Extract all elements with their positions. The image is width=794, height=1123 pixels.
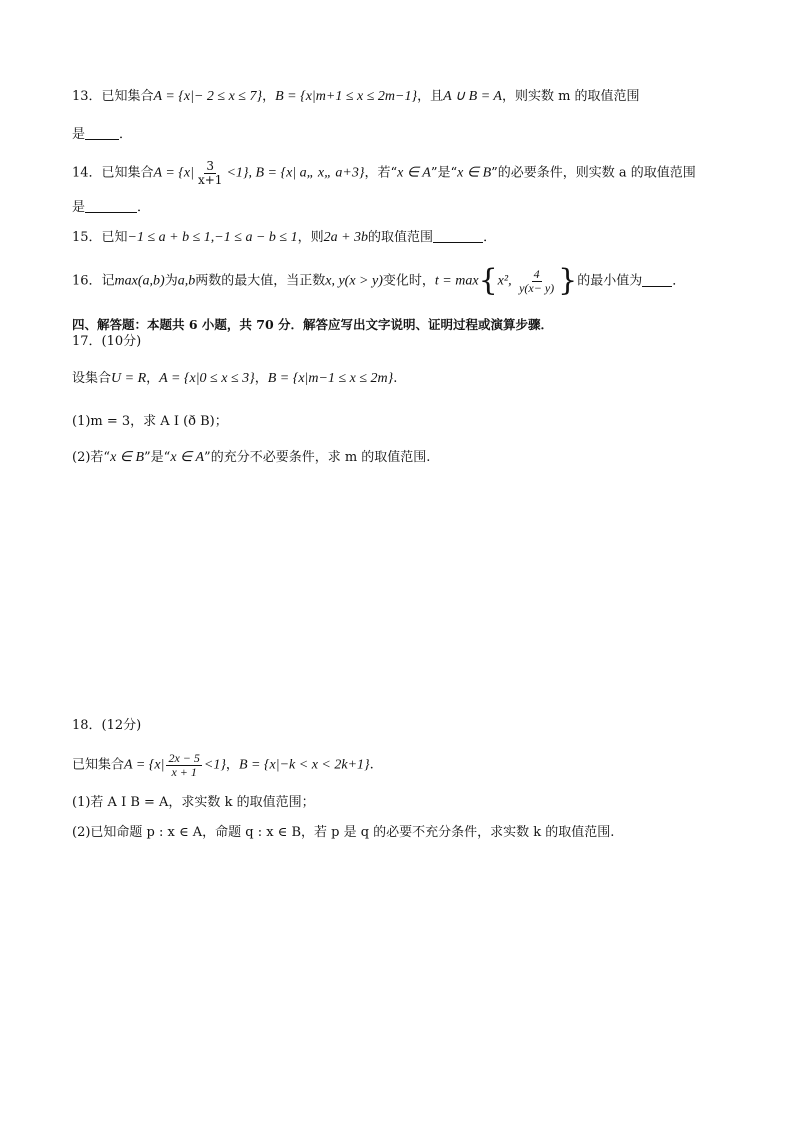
q18-frac-den: x + 1: [171, 764, 197, 779]
q18-part-1: (1)若 A I B = A，求实数 k 的取值范围；: [72, 795, 315, 810]
q17-set-b: B = {x|m−1 ≤ x ≤ 2m}: [267, 371, 394, 386]
q13-comma: ，: [262, 89, 276, 104]
q17-part-2: [72, 451, 430, 465]
q16-mid1: 为: [164, 273, 178, 289]
q15-condition: −1 ≤ a + b ≤ 1,−1 ≤ a − b ≤ 1: [127, 230, 298, 245]
q18-intro-lead: 已知集合: [72, 757, 125, 773]
q18-part-2: (2)已知命题 p : x ∈ A，命题 q : x ∈ B，若 p 是 q 的必要不充分条件，求实数 k 的取值范围.: [72, 825, 615, 840]
q14-tail: ”的必要条件，则实数 a 的取值范围: [491, 165, 696, 181]
q16-lead: 16．记: [72, 273, 115, 289]
q15-lead: 15．已知: [72, 230, 128, 245]
q14-cond-1: x ∈ A: [397, 165, 431, 181]
q18-set-a-pre: A = {x|: [124, 757, 165, 773]
q14-answer-blank: [85, 200, 137, 213]
q16-frac-num: 4: [533, 266, 540, 281]
q16-mid2: 两数的最大值，当正数: [195, 273, 326, 289]
q16-frac-den: y(x− y): [519, 280, 555, 295]
q17-p2-tail: ”的充分不必要条件，求 m 的取值范围.: [204, 450, 431, 465]
q17-p2-mid: ”是“: [144, 450, 171, 465]
question-14: [72, 160, 696, 186]
q15-tail: 的取值范围: [368, 230, 434, 245]
q15-expression: 2a + 3b: [323, 230, 369, 245]
q14-frac-den: x+1: [197, 172, 223, 187]
q15-answer-blank: [433, 230, 483, 243]
q16-tail: 的最小值为: [577, 273, 643, 289]
q17-p2-cond-2: x ∈ A: [170, 450, 205, 465]
q13-set-b: B = {x|m+1 ≤ x ≤ 2m−1}: [275, 89, 418, 104]
q13-condition: A ∪ B = A: [443, 89, 502, 104]
q13-mid: ，且: [417, 89, 444, 104]
q18-period: .: [369, 757, 374, 773]
q14-cond-2: x ∈ B: [457, 165, 492, 181]
q14-set-a-pre: A = {x|: [153, 165, 194, 181]
question-15: 15．已知−1 ≤ a + b ≤ 1,−1 ≤ a − b ≤ 1，则2a + 3b的取值范围 ．: [72, 230, 497, 245]
q16-func: max(a,b): [114, 273, 165, 289]
q17-set-a: A = {x|0 ≤ x ≤ 3}: [159, 371, 255, 386]
question-14-line2: 是 ．: [72, 200, 151, 215]
q16-mid3: 变化时，: [382, 273, 435, 289]
q16-vars2: x, y(x > y): [325, 273, 383, 289]
q13-lead: 13．已知集合: [72, 89, 154, 104]
q17-p2-cond-1: x ∈ B: [110, 450, 145, 465]
q17-intro-lead: 设集合: [72, 371, 112, 386]
q18-header: 18．(12分): [72, 718, 142, 733]
q14-mid: ，若“: [364, 165, 398, 181]
q18-set-b: B = {x|−k < x < 2k+1}: [238, 757, 370, 773]
q14-frac-num: 3: [206, 159, 215, 173]
q14-fraction: [196, 160, 224, 186]
q17-comma: ，: [146, 371, 160, 386]
q16-expr-pre: t = max: [434, 273, 479, 289]
q13-tail: ，则实数 m 的取值范围: [501, 89, 640, 104]
q17-intro: [72, 372, 397, 386]
q14-mid2: ”是“: [430, 165, 458, 181]
q18-comma: ，: [225, 757, 239, 773]
right-brace-icon: }: [558, 263, 578, 298]
q18-set-a-post: <1}: [203, 757, 226, 773]
q18-intro: [72, 752, 374, 778]
q16-expr-x2: x²,: [497, 273, 516, 289]
section-4-heading: 四、解答题：本题共 6 小题，共 70 分．解答应写出文字说明、证明过程或演算步骤．: [72, 317, 554, 332]
q16-vars: a,b: [177, 273, 196, 289]
q17-comma2: ，: [254, 371, 268, 386]
q15-mid: ，则: [297, 230, 324, 245]
q16-answer-blank: [642, 274, 672, 287]
q17-universal-set: U = R: [111, 371, 147, 386]
question-13-line2: 是 ．: [72, 127, 133, 142]
q16-fraction: [517, 268, 556, 294]
question-16: 16．记max(a,b)为a,b两数的最大值，当正数x, y(x > y)变化时，t = max{x², $\frac{4}{y(x- y)}$ }的最小值为 ．: [72, 263, 686, 298]
q17-period: .: [393, 371, 398, 386]
q14-lead: 14．已知集合: [72, 165, 154, 181]
q18-fraction: [166, 752, 201, 778]
q17-p2-lead: (2)若“: [72, 450, 111, 465]
q13-line2-text: 是: [72, 127, 86, 142]
q13-answer-blank: [85, 127, 119, 140]
q17-header: 17．(10分): [72, 334, 142, 349]
q14-line2-text: 是: [72, 200, 86, 215]
q14-set-b: , B = {x| a„ x„ a+3}: [248, 165, 365, 181]
q14-set-a-post: <1}: [226, 165, 249, 181]
question-13: [72, 90, 640, 104]
left-brace-icon: {: [478, 263, 498, 298]
q17-part-1: (1)m = 3，求 A I (ð B)；: [72, 414, 228, 429]
q13-set-a: A = {x|− 2 ≤ x ≤ 7}: [153, 89, 263, 104]
q18-frac-num: 2x − 5: [168, 751, 200, 765]
